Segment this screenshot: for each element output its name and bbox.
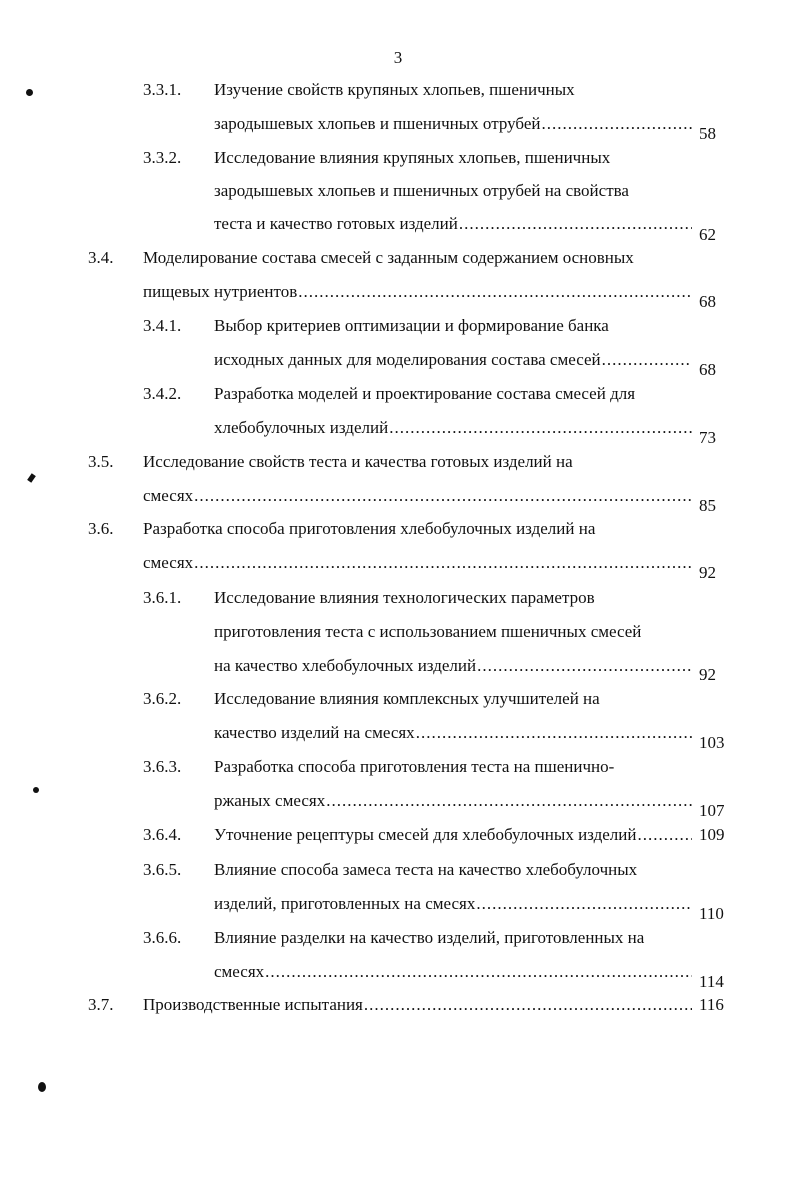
- toc-entry-page: 62: [699, 225, 716, 244]
- toc-entry-title-line: Исследование свойств теста и качества готовых изделий на: [143, 452, 573, 471]
- toc-entry-title-line: изделий, приготовленных на смесях: [214, 894, 476, 913]
- toc-entry-page: 103: [699, 733, 725, 752]
- toc-entry-title-line: исходных данных для моделирования состава смесей: [214, 350, 601, 369]
- toc-entry-title-line: ржаных смесях: [214, 791, 326, 810]
- toc-entry-leader: [214, 962, 692, 982]
- toc-entry-page: 116: [699, 995, 724, 1014]
- page-number: 3: [393, 48, 403, 67]
- toc-entry-number: 3.3.1.: [143, 80, 182, 99]
- toc-entry-title-line: Уточнение рецептуры смесей для хлебобулочных изделий: [214, 825, 637, 844]
- scan-mark: [33, 787, 39, 793]
- toc-entry-leader: [214, 418, 692, 438]
- toc-entry-title-line: приготовления теста с использованием пшеничных смесей: [214, 622, 642, 641]
- toc-entry-number: 3.4.2.: [143, 384, 182, 403]
- toc-entry-page: 92: [699, 665, 716, 684]
- toc-entry-page: 109: [699, 825, 725, 844]
- toc-entry-title-line: зародышевых хлопьев и пшеничных отрубей: [214, 114, 541, 133]
- toc-entry-title-line: Влияние способа замеса теста на качество хлебобулочных: [214, 860, 638, 879]
- toc-entry-page: 110: [699, 904, 724, 923]
- toc-entry-title-line: хлебобулочных изделий: [214, 418, 389, 437]
- toc-entry-title-line: Исследование влияния крупяных хлопьев, пшеничных: [214, 148, 611, 167]
- toc-entry-title-line: смесях: [214, 962, 265, 981]
- toc-entry-title-line: качество изделий на смесях: [214, 723, 415, 742]
- toc-entry-title-line: смесях: [143, 486, 194, 505]
- toc-entry-leader: [214, 723, 692, 743]
- toc-entry-page: 85: [699, 496, 716, 515]
- toc-entry-page: 107: [699, 801, 725, 820]
- toc-entry-number: 3.6.4.: [143, 825, 182, 844]
- toc-entry-leader: [214, 350, 692, 370]
- scan-mark: [38, 1082, 46, 1092]
- toc-entry-page: 114: [699, 972, 724, 991]
- scan-mark: [26, 89, 33, 96]
- toc-entry-page: 73: [699, 428, 716, 447]
- toc-entry-leader: [143, 282, 692, 302]
- toc-entry-number: 3.4.: [88, 248, 114, 267]
- toc-entry-number: 3.6.2.: [143, 689, 182, 708]
- toc-entry-page: 58: [699, 124, 716, 143]
- toc-entry-number: 3.4.1.: [143, 316, 182, 335]
- toc-entry-page: 92: [699, 563, 716, 582]
- toc-entry-number: 3.5.: [88, 452, 114, 471]
- toc-entry-title-line: Разработка способа приготовления теста на пшенично-: [214, 757, 615, 776]
- toc-entry-title-line: смесях: [143, 553, 194, 572]
- toc-entry-title-line: пищевых нутриентов: [143, 282, 298, 301]
- toc-entry-leader: [214, 791, 692, 811]
- toc-entry-leader: [143, 486, 692, 506]
- toc-entry-number: 3.6.1.: [143, 588, 182, 607]
- toc-entry-leader: [143, 995, 692, 1015]
- toc-entry-number: 3.6.6.: [143, 928, 182, 947]
- toc-entry-number: 3.3.2.: [143, 148, 182, 167]
- toc-entry-number: 3.6.3.: [143, 757, 182, 776]
- toc-entry-title-line: Выбор критериев оптимизации и формирование банка: [214, 316, 609, 335]
- toc-entry-title-line: Производственные испытания: [143, 995, 363, 1014]
- toc-entry-title-line: Моделирование состава смесей с заданным содержанием основных: [143, 248, 634, 267]
- toc-entry-leader: [214, 825, 692, 845]
- toc-entry-leader: [214, 214, 692, 234]
- toc-entry-title-line: на качество хлебобулочных изделий: [214, 656, 477, 675]
- toc-entry-title-line: Разработка способа приготовления хлебобулочных изделий на: [143, 519, 596, 538]
- toc-entry-title-line: Разработка моделей и проектирование состава смесей для: [214, 384, 636, 403]
- toc-entry-title-line: теста и качество готовых изделий: [214, 214, 458, 233]
- toc-entry-leader: [214, 894, 692, 914]
- toc-entry-leader: [214, 114, 692, 134]
- toc-entry-number: 3.7.: [88, 995, 114, 1014]
- toc-entry-page: 68: [699, 360, 716, 379]
- toc-entry-leader: [214, 656, 692, 676]
- toc-entry-title-line: Исследование влияния комплексных улучшителей на: [214, 689, 600, 708]
- toc-entry-title-line: зародышевых хлопьев и пшеничных отрубей на свойства: [214, 181, 629, 200]
- toc-entry-title-line: Влияние разделки на качество изделий, приготовленных на: [214, 928, 645, 947]
- toc-entry-title-line: Исследование влияния технологических параметров: [214, 588, 595, 607]
- toc-entry-number: 3.6.5.: [143, 860, 182, 879]
- toc-entry-title-line: Изучение свойств крупяных хлопьев, пшеничных: [214, 80, 575, 99]
- toc-entry-page: 68: [699, 292, 716, 311]
- toc-entry-number: 3.6.: [88, 519, 114, 538]
- scan-mark: [27, 473, 36, 482]
- toc-entry-leader: [143, 553, 692, 573]
